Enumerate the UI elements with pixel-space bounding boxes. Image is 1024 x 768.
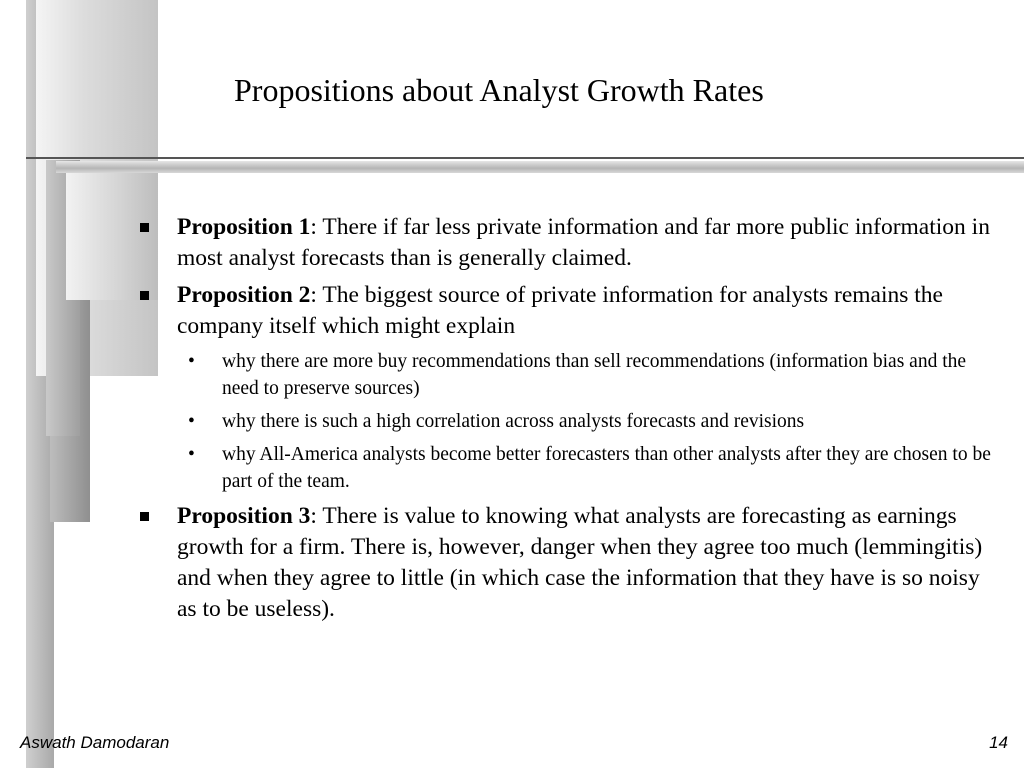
proposition-text: : The biggest source of private information for analysts remains the company itself which might explain <box>177 282 943 339</box>
subpoint-text: why there are more buy recommendations than sell recommendations (information bias and the need to preserve sources) <box>222 351 967 399</box>
proposition-2 <box>140 280 1000 342</box>
title-divider-shadow <box>56 161 1024 173</box>
subpoint-text: why All-America analysts become better forecasters than other analysts after they are chosen to be part of the team. <box>222 444 991 492</box>
proposition-1 <box>140 212 1000 274</box>
proposition-label: Proposition 3 <box>177 503 311 529</box>
dot-bullet-icon: • <box>188 444 195 465</box>
footer-author: Aswath Damodaran <box>20 733 170 752</box>
list-item <box>140 408 1000 435</box>
list-item <box>140 348 1000 402</box>
square-bullet-icon <box>140 223 149 232</box>
slide-title: Propositions about Analyst Growth Rates <box>234 72 764 108</box>
square-bullet-icon <box>140 291 149 300</box>
dot-bullet-icon: • <box>188 411 195 432</box>
proposition-2-subpoints <box>140 348 1000 495</box>
proposition-3 <box>140 501 1000 625</box>
list-item <box>140 441 1000 495</box>
proposition-label: Proposition 2 <box>177 282 311 308</box>
proposition-text: : There is value to knowing what analysts are forecasting as earnings growth for a firm. There is, however, danger when they agree too much (lemmingitis) and when they agree to little (in which case the information that they have is so noisy as to be useless). <box>177 503 983 622</box>
proposition-text: : There if far less private information and far more public information in most analyst forecasts than is generally claimed. <box>177 214 990 271</box>
proposition-label: Proposition 1 <box>177 214 311 240</box>
dot-bullet-icon: • <box>188 351 195 372</box>
title-divider <box>26 157 1024 159</box>
subpoint-text: why there is such a high correlation across analysts forecasts and revisions <box>222 411 805 432</box>
square-bullet-icon <box>140 512 149 521</box>
page-number: 14 <box>989 733 1008 752</box>
slide-body <box>140 212 1000 631</box>
